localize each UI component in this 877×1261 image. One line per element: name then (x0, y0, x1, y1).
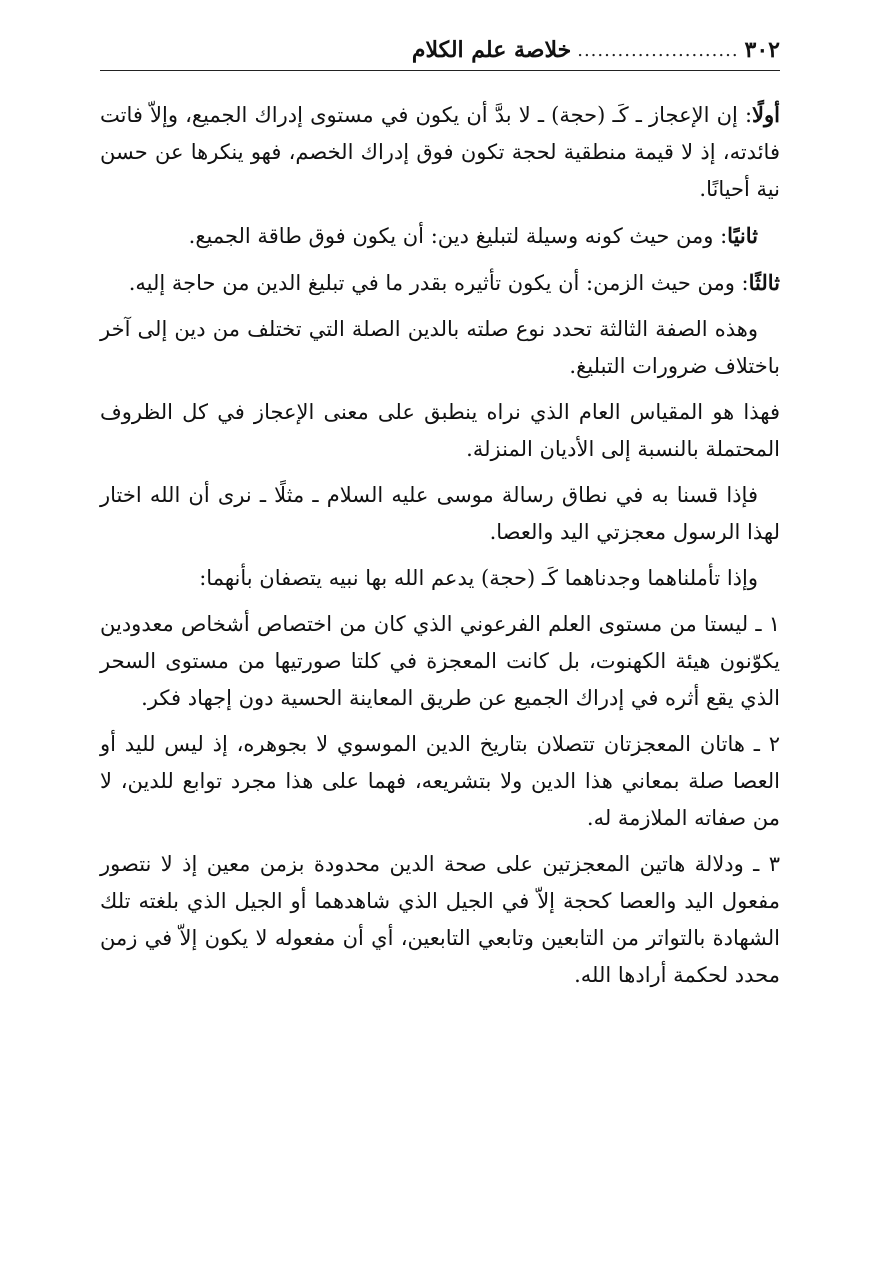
leader-dots: ........................ (577, 39, 739, 61)
paragraph-text: وهذه الصفة الثالثة تحدد نوع صلته بالدين الصلة التي تختلف من دين إلى آخر باختلاف ضرورات التبليغ. (100, 317, 780, 378)
paragraph-label: ثانيًا (727, 223, 758, 248)
running-head (412, 37, 780, 63)
body-text (100, 96, 780, 1003)
paragraph (100, 606, 780, 717)
paragraph-label: ثالثًا (748, 270, 780, 295)
paragraph (100, 560, 780, 597)
paragraph (100, 217, 780, 255)
paragraph (100, 726, 780, 837)
paragraph-label: أولًا (752, 102, 780, 127)
paragraph (100, 96, 780, 208)
paragraph-text: : ومن حيث كونه وسيلة لتبليغ دين: أن يكون فوق طاقة الجميع. (188, 224, 728, 248)
paragraph-text: ٢ ـ هاتان المعجزتان تتصلان بتاريخ الدين الموسوي لا بجوهره، إذ ليس لليد أو العصا صلة بمعاني هذا الدين ولا بتشريعه، فهما على هذا مجرد توابع للدين، لا من صفاته الملازمة له. (100, 732, 780, 830)
paragraph (100, 846, 780, 994)
page-header (100, 30, 780, 71)
paragraph-text: ٣ ـ ودلالة هاتين المعجزتين على صحة الدين محدودة بزمن معين إذ لا نتصور مفعول اليد والعصا كحجة إلاّ في الجيل الذي شاهدهما أو الجيل الذي بلغته تلك الشهادة بالتواتر من التابعين وتابعي التابعين، أي أن مفعوله لا يكون إلاّ في زمن محدد لحكمة أرادها الله. (100, 852, 780, 987)
paragraph-text: وإذا تأملناهما وجدناهما كَـ (حجة) يدعم الله بها نبيه يتصفان بأنهما: (199, 566, 758, 590)
paragraph (100, 264, 780, 302)
paragraph-text: : ومن حيث الزمن: أن يكون تأثيره بقدر ما في تبليغ الدين من حاجة إليه. (128, 271, 749, 295)
paragraph-text: فإذا قسنا به في نطاق رسالة موسى عليه السلام ـ مثلًا ـ نرى أن الله اختار لهذا الرسول معجزتي اليد والعصا. (100, 483, 780, 544)
paragraph-text: ١ ـ ليستا من مستوى العلم الفرعوني الذي كان من اختصاص أشخاص معدودين يكوّنون هيئة الكهنوت، بل كانت المعجزة في كلتا صورتيها من مستوى السحر الذي يقع أثره في إدراك الجميع عن طريق المعاينة الحسية دون إجهاد فكر. (100, 612, 780, 710)
paragraph (100, 394, 780, 468)
paragraph (100, 477, 780, 551)
book-title: خلاصة علم الكلام (411, 37, 572, 63)
page-number: ٣٠٢ (744, 37, 780, 63)
paragraph-text: : إن الإعجاز ـ كَـ (حجة) ـ لا بدَّ أن يكون في مستوى إدراك الجميع، وإلاّ فاتت فائدته، إذ لا قيمة منطقية لحجة تكون فوق إدراك الخصم، فهو ينكرها عن حسن نية أحيانًا. (100, 103, 780, 201)
paragraph (100, 311, 780, 385)
paragraph-text: فهذا هو المقياس العام الذي نراه ينطبق على معنى الإعجاز في كل الظروف المحتملة بالنسبة إلى الأديان المنزلة. (100, 400, 780, 461)
